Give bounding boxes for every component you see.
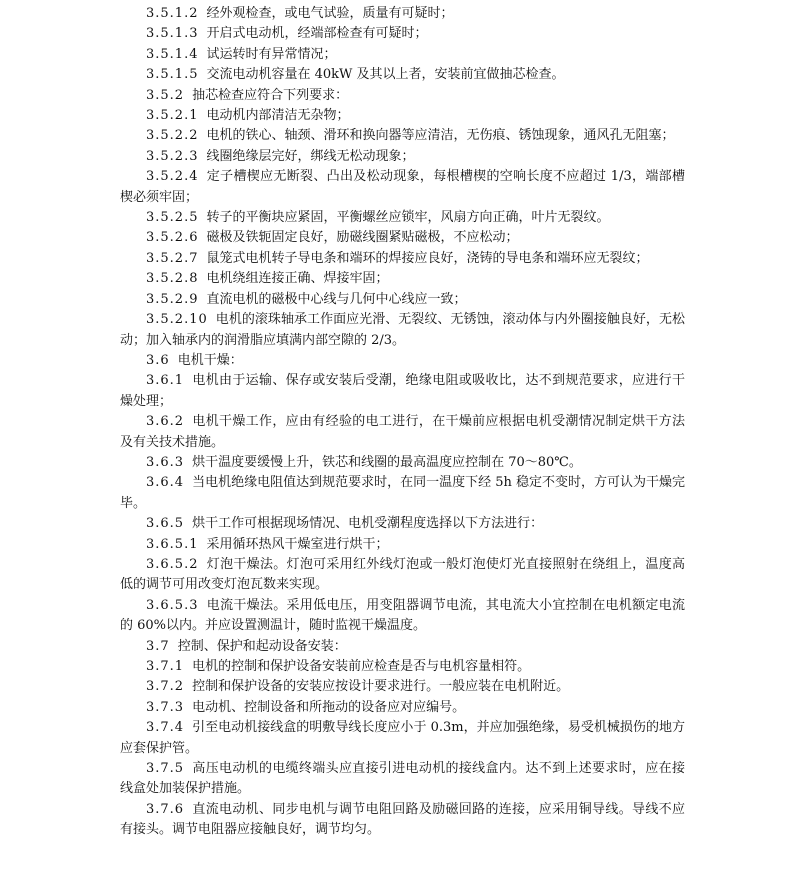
clause-number: 3.6.4 [146,475,185,491]
paragraph-3-7-2 [120,677,685,697]
paragraph-3-6-5-3 [120,596,685,637]
clause-text: 线圈绝缘层完好，绑线无松动现象； [206,148,415,164]
clause-number: 3.5.1.4 [146,46,199,62]
section-heading-3-6 [120,351,685,371]
paragraph-3-5-2-9 [120,290,685,310]
clause-number: 3.5.2.8 [146,271,199,287]
clause-number: 3.5.2.9 [146,291,199,307]
clause-text: 试运转时有异常情况； [206,46,337,62]
clause-text: 电机的控制和保护设备安装前应检查是否与电机容量相符。 [192,659,531,674]
clause-number: 3.7.5 [146,761,185,777]
clause-text: 经外观检查，或电气试验，质量有可疑时； [206,6,454,21]
paragraph-3-6-5 [120,514,685,534]
section-heading-3-7 [120,637,685,657]
paragraph-3-7-6 [120,800,685,841]
clause-text: 采用循环热风干燥室进行烘干； [206,536,389,552]
clause-number: 3.7 [146,638,170,654]
clause-text: 直流电机的磁极中心线与几何中心线应一致； [206,291,467,307]
paragraph-3-6-1 [120,371,685,412]
paragraph-3-6-2 [120,412,685,453]
paragraph-3-6-5-1 [120,535,685,555]
paragraph-3-6-5-2 [120,555,685,596]
clause-number: 3.7.1 [146,659,185,674]
clause-number: 3.6.5 [146,516,185,532]
paragraph-3-5-2-4 [120,167,685,208]
clause-text: 交流电动机容量在 40kW 及其以上者，安装前宜做抽芯检查。 [206,67,565,83]
clause-text: 抽芯检查应符合下列要求： [192,87,349,103]
paragraph-3-7-1 [120,657,685,677]
paragraph-3-7-3 [120,698,685,718]
clause-text: 高压电动机的电缆终端头应直接引进电动机的接线盒内。达不到上述要求时，应在接线盒处加装保护措施。 [120,761,685,797]
clause-number: 3.7.3 [146,699,185,715]
clause-number: 3.5.1.3 [146,26,199,42]
clause-text: 鼠笼式电机转子导电条和端环的焊接应良好，浇铸的导电条和端环应无裂纹； [206,250,649,266]
paragraph-3-5-2-8 [120,269,685,289]
paragraph-3-5-1-5 [120,65,685,85]
paragraph-3-7-4 [120,718,685,759]
paragraph-3-5-2-7 [120,249,685,269]
clause-number: 3.5.2.10 [146,312,208,328]
clause-text: 引至电动机接线盒的明敷导线长度应小于 0.3m，并应加强绝缘，易受机械损伤的地方应套保护管。 [120,720,685,756]
clause-number: 3.5.1.2 [146,6,199,21]
paragraph-3-6-4 [120,473,685,514]
clause-text: 灯泡干燥法。灯泡可采用红外线灯泡或一般灯泡使灯光直接照射在绕组上，温度高低的调节可用改变灯泡瓦数来实现。 [120,556,685,593]
clause-text: 电动机内部清洁无杂物； [206,108,350,124]
clause-number: 3.5.2.3 [146,148,199,164]
clause-text: 电机干燥工作，应由有经验的电工进行，在干燥前应根据电机受潮情况制定烘干方法及有关技术措施。 [120,414,685,450]
clause-number: 3.5.2.7 [146,250,199,266]
clause-text: 电流干燥法。采用低电压，用变阻器调节电流，其电流大小宜控制在电机额定电流的 60%以内。并应设置测温计，随时监视干燥温度。 [120,597,685,634]
clause-number: 3.6.2 [146,414,185,430]
clause-number: 3.7.6 [146,801,185,817]
clause-text: 控制和保护设备的安装应按设计要求进行。一般应装在电机附近。 [192,679,570,695]
paragraph-3-5-2-10 [120,310,685,351]
paragraph-3-7-5 [120,759,685,800]
clause-number: 3.7.2 [146,679,185,695]
clause-text: 电机由于运输、保存或安装后受潮，绝缘电阻或吸收比，达不到规范要求，应进行干燥处理； [120,373,685,409]
clause-text: 磁极及铁轭固定良好，励磁线圈紧贴磁极，不应松动； [206,230,519,246]
clause-number: 3.6.5.3 [146,597,199,613]
paragraph-3-5-2-2 [120,126,685,146]
clause-number: 3.5.1.5 [146,67,199,83]
clause-text: 直流电动机、同步电机与调节电阻回路及励磁回路的连接，应采用铜导线。导线不应有接头。调节电阻器应接触良好，调节均匀。 [120,801,685,838]
clause-number: 3.6.5.2 [146,556,199,572]
clause-number: 3.5.2.4 [146,169,199,185]
clause-text: 电机绕组连接正确、焊接牢固； [206,271,389,287]
clause-number: 3.6 [146,352,170,368]
clause-number: 3.5.2.1 [146,108,199,124]
clause-number: 3.5.2.6 [146,230,199,246]
clause-text: 控制、保护和起动设备安装： [177,638,347,654]
clause-number: 3.6.3 [146,454,185,470]
clause-text: 定子槽楔应无断裂、凸出及松动现象，每根槽楔的空响长度不应超过 1/3，端部槽楔必须牢固； [120,169,685,205]
paragraph-3-5-1-4 [120,45,685,65]
clause-text: 电动机、控制设备和所拖动的设备应对应编号。 [192,699,466,715]
clause-number: 3.7.4 [146,720,185,736]
clause-text: 当电机绝缘电阻值达到规范要求时，在同一温度下经 5h 稳定不变时，方可认为干燥完毕。 [120,475,685,511]
paragraph-3-5-2-6 [120,228,685,248]
clause-number: 3.5.2.2 [146,128,199,144]
clause-number: 3.5.2.5 [146,210,199,226]
clause-number: 3.5.2 [146,87,185,103]
paragraph-3-5-2 [120,86,685,106]
paragraph-3-5-2-3 [120,147,685,167]
clause-text: 烘干工作可根据现场情况、电机受潮程度选择以下方法进行： [192,516,544,532]
clause-text: 电机干燥： [177,352,243,368]
clause-text: 转子的平衡块应紧固，平衡螺丝应锁牢，风扇方向正确，叶片无裂纹。 [206,210,610,226]
paragraph-3-6-3 [120,453,685,473]
clause-number: 3.6.1 [146,373,185,389]
clause-text: 烘干温度要缓慢上升，铁芯和线圈的最高温度应控制在 70～80℃。 [192,454,582,470]
clause-text: 电机的铁心、轴颈、滑环和换向器等应清洁，无伤痕、锈蚀现象，通风孔无阻塞； [206,128,675,144]
paragraph-3-5-2-5 [120,208,685,228]
paragraph-3-5-1-3 [120,24,685,44]
paragraph-3-5-2-1 [120,106,685,126]
clause-text: 电机的滚珠轴承工作面应光滑、无裂纹、无锈蚀，滚动体与内外圈接触良好，无松动；加入轴承内的润滑脂应填满内部空隙的 2/3。 [120,312,685,348]
clause-number: 3.6.5.1 [146,536,199,552]
paragraph-3-5-1-2 [120,4,685,24]
clause-text: 开启式电动机，经端部检查有可疑时； [206,26,428,42]
